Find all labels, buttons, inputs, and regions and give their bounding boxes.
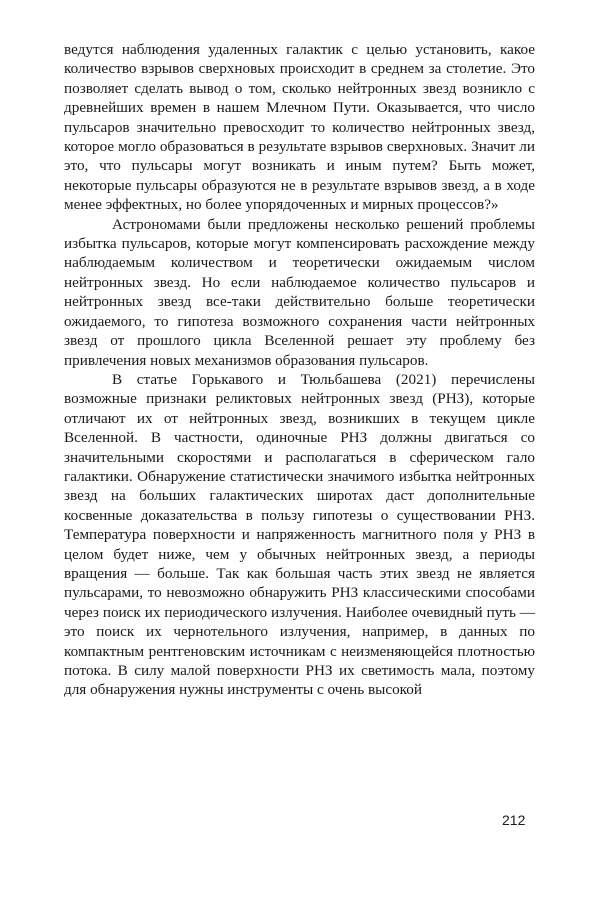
- paragraph-continuation: ведутся наблюдения удаленных галактик с целью установить, какое количество взрывов сверхновых происходит в среднем за столетие. Это позволяет сделать вывод о том, сколько нейтронных звезд возникло с древнейших времен в нашем Млечном Пути. Оказывается, что число пульсаров значительно превосходит то количество нейтронных звезд, которое могло образоваться в результате взрывов сверхновых. Значит ли это, что пульсары могут возникать и иным путем? Быть может, некоторые пульсары образуются не в результате взрывов звезд, а в ходе менее эффектных, но более упорядоченных и мирных процессов?»: [64, 41, 535, 214]
- paragraph-article: В статье Горькавого и Тюльбашева (2021) перечислены возможные признаки реликтовых нейтронных звезд (РНЗ), которые отличают их от нейтронных звезд, возникших в текущем цикле Вселенной. В частности, одиночные РНЗ должны двигаться со значительными скоростями и располагаться в сферическом гало галактики. Обнаружение статистически значимого избытка нейтронных звезд на больших галактических широтах даст дополнительные косвенные доказательства в пользу гипотезы о существовании РНЗ. Температура поверхности и напряженность магнитного поля у РНЗ в целом будет ниже, чем у обычных нейтронных звезд, а периоды вращения — больше. Так как большая часть этих звезд не является пульсарами, то невозможно обнаружить РНЗ классическими способами через поиск их периодического излучения. Наиболее очевидный путь — это поиск их чернотельного излучения, например, в данных по компактным рентгеновским источникам с неизменяющейся плотностью потока. В силу малой поверхности РНЗ их светимость мала, поэтому для обнаружения нужны инструменты с очень высокой: [64, 370, 535, 699]
- body-text: [64, 40, 535, 700]
- paragraph-astronomers: Астрономами были предложены несколько решений проблемы избытка пульсаров, которые могут компенсировать расхождение между наблюдаемым количеством и теоретически ожидаемым числом нейтронных звезд. Но если наблюдаемое количество пульсаров и нейтронных звезд все-таки действительно больше теоретически ожидаемого, то гипотеза возможного сохранения части нейтронных звезд от прошлого цикла Вселенной решает эту проблему без привлечения новых механизмов образования пульсаров.: [64, 215, 535, 369]
- page-number: 212: [502, 812, 526, 828]
